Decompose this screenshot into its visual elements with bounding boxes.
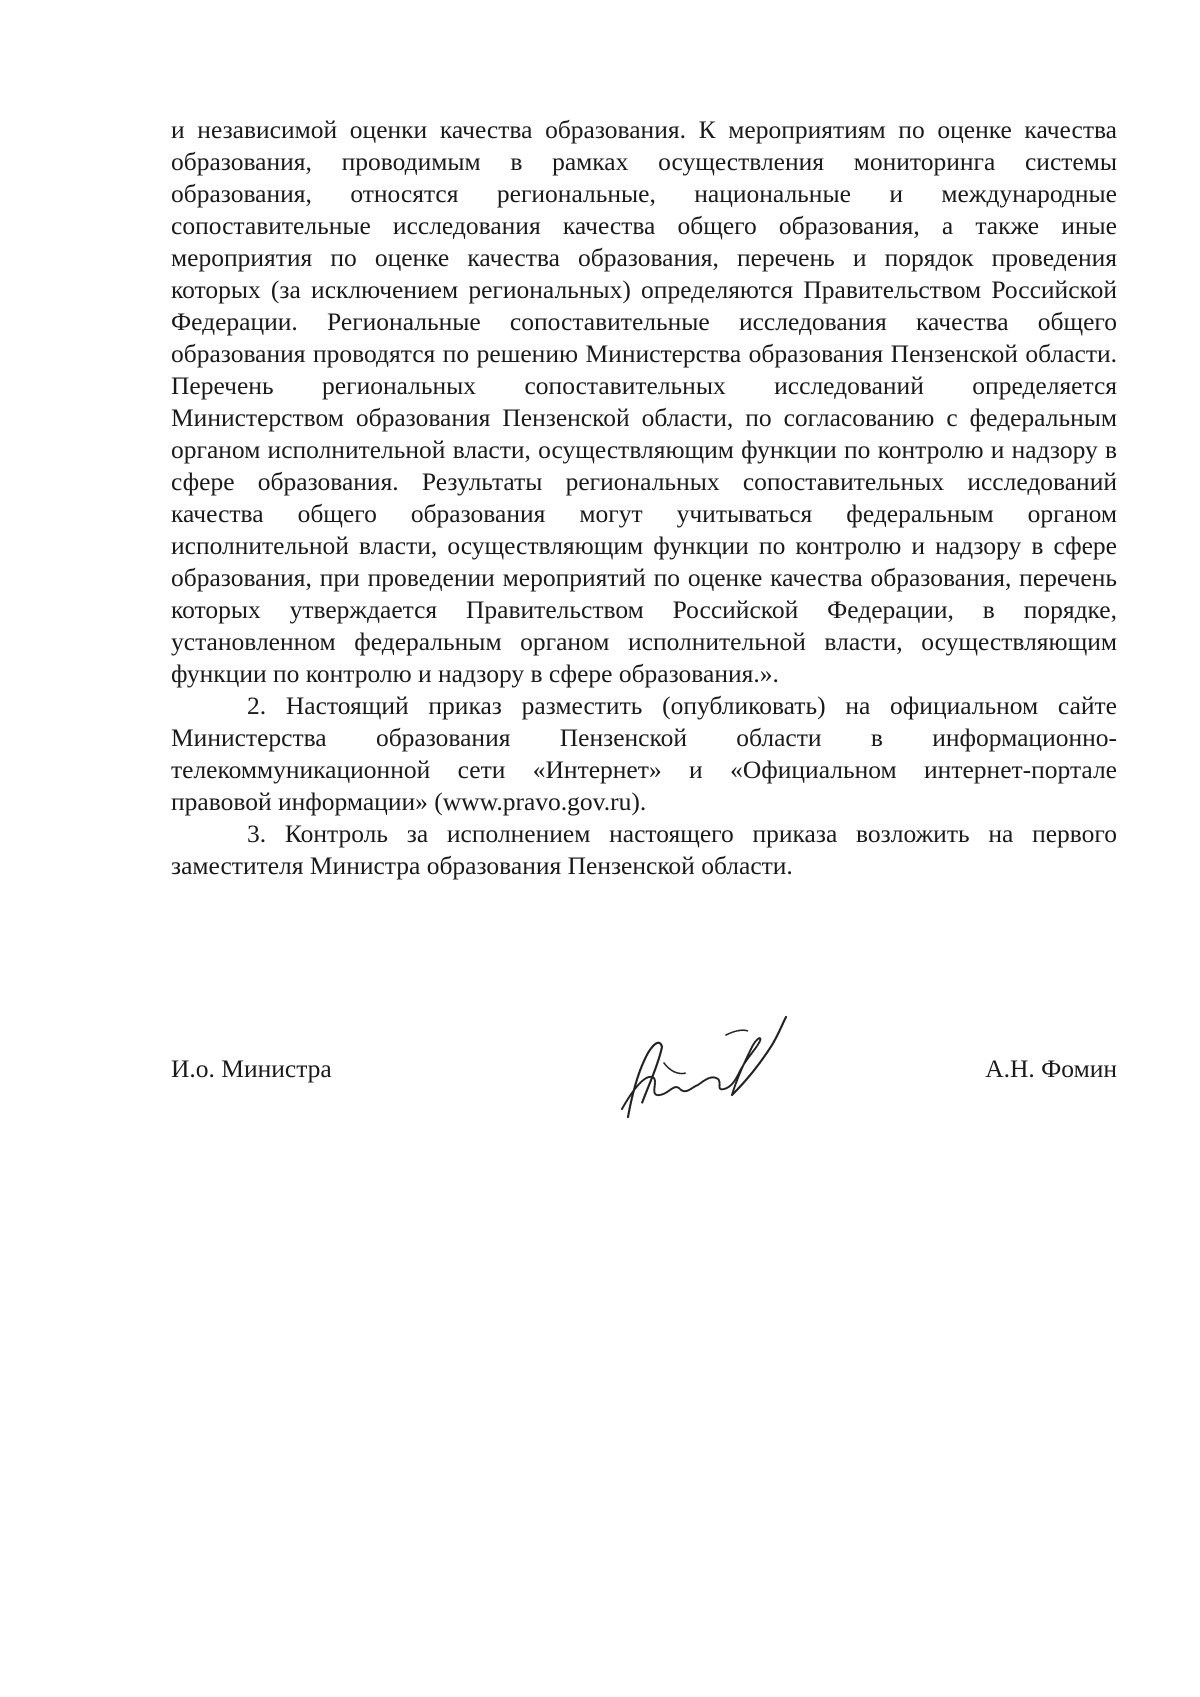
handwritten-signature (608, 1005, 798, 1123)
paragraph-item-3: 3. Контроль за исполнением настоящего приказа возложить на первого заместителя Министра образования Пензенской области. (171, 819, 1117, 880)
document-body (171, 114, 1117, 882)
paragraph-item-2: 2. Настоящий приказ разместить (опубликовать) на официальном сайте Министерства образования Пензенской области в информационно-телекоммуникационной сети «Интернет» и «Официальном интернет-портале правовой информации» (www.pravo.gov.ru). (171, 691, 1117, 816)
signatory-name: А.Н. Фомин (985, 1054, 1117, 1083)
paragraph-continuation: и независимой оценки качества образования. К мероприятиям по оценке качества образования, проводимым в рамках осуществления мониторинга системы образования, относятся региональные, национальные и международные сопоставительные исследования качества общего образования, а также иные мероприятия по оценке качества образования, перечень и порядок проведения которых (за исключением региональных) определяются Правительством Российской Федерации. Региональные сопоставительные исследования качества общего образования проводятся по решению Министерства образования Пензенской области. Перечень региональных сопоставительных исследований определяется Министерством образования Пензенской области, по согласованию с федеральным органом исполнительной власти, осуществляющим функции по контролю и надзору в сфере образования. Результаты региональных сопоставительных исследований качества общего образования могут учитываться федеральным органом исполнительной власти, осуществляющим функции по контролю и надзору в сфере образования, при проведении мероприятий по оценке качества образования, перечень которых утверждается Правительством Российской Федерации, в порядке, установленном федеральным органом исполнительной власти, осуществляющим функции по контролю и надзору в сфере образования.». (171, 115, 1117, 688)
signatory-title: И.о. Министра (171, 1054, 332, 1083)
